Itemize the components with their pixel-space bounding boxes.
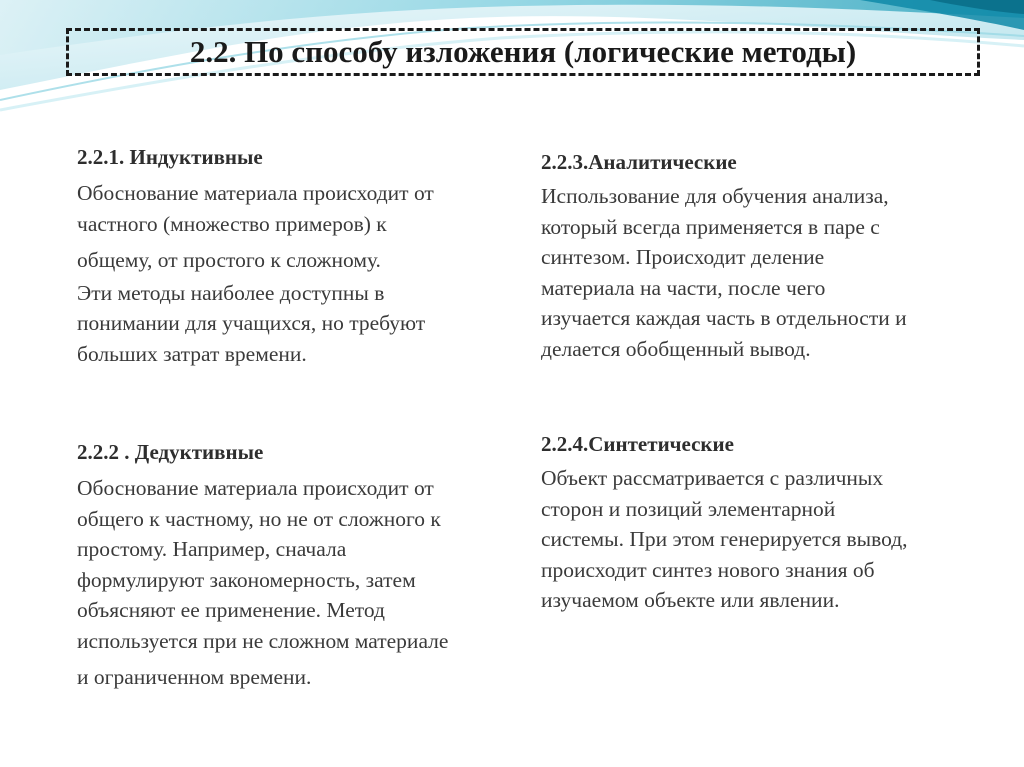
text-line: Эти методы наиболее доступны в [77,280,385,305]
section-text [541,181,907,364]
text-line: который всегда применяется в паре с [541,214,880,239]
text-line: сторон и позиций элементарной [541,496,836,521]
text-line: системы. При этом генерируется вывод, [541,527,908,551]
text-line: простому. Например, сначала [77,537,347,561]
text-line: частного (множество примеров) к [77,211,387,236]
section-heading: 2.2.3.Аналитические [541,150,737,174]
text-line: Обоснование материала происходит от [77,181,434,205]
text-line: используется при не сложном материале [77,628,449,653]
section-text [77,178,434,369]
text-line: Обоснование материала происходит от [77,476,434,500]
section-heading: 2.2.4.Синтетические [541,432,734,456]
text-line: материала на части, после чего [541,275,826,300]
text-line: синтезом. Происходит деление [541,245,825,269]
text-line: Объект рассматривается с различных [541,466,884,490]
text-line: больших затрат времени. [77,341,307,366]
section-heading: 2.2.2 . Дедуктивные [77,440,264,464]
text-line: общему, от простого к сложному. [77,248,381,272]
section-text [77,473,448,693]
text-line: объясняют ее применение. Метод [77,598,385,622]
section-analytic [541,150,907,364]
slide-title: 2.2. По способу изложения (логические методы) [189,34,857,69]
text-line: изучается каждая часть в отдельности и [541,306,907,330]
section-text [541,463,908,616]
section-deductive [77,440,448,693]
title-box [66,28,980,76]
text-line: делается обобщенный вывод. [541,336,811,361]
text-line: формулируют закономерность, затем [77,567,416,592]
section-synthetic [541,432,908,616]
text-line: понимании для учащихся, но требуют [77,311,426,335]
text-line: Использование для обучения анализа, [541,184,889,208]
text-line: изучаемом объекте или явлении. [541,588,840,612]
section-heading: 2.2.1. Индуктивные [77,145,263,169]
section-inductive [77,145,434,369]
text-line: и ограниченном времени. [77,665,312,689]
text-line: происходит синтез нового знания об [541,557,875,582]
text-line: общего к частному, но не от сложного к [77,506,441,531]
